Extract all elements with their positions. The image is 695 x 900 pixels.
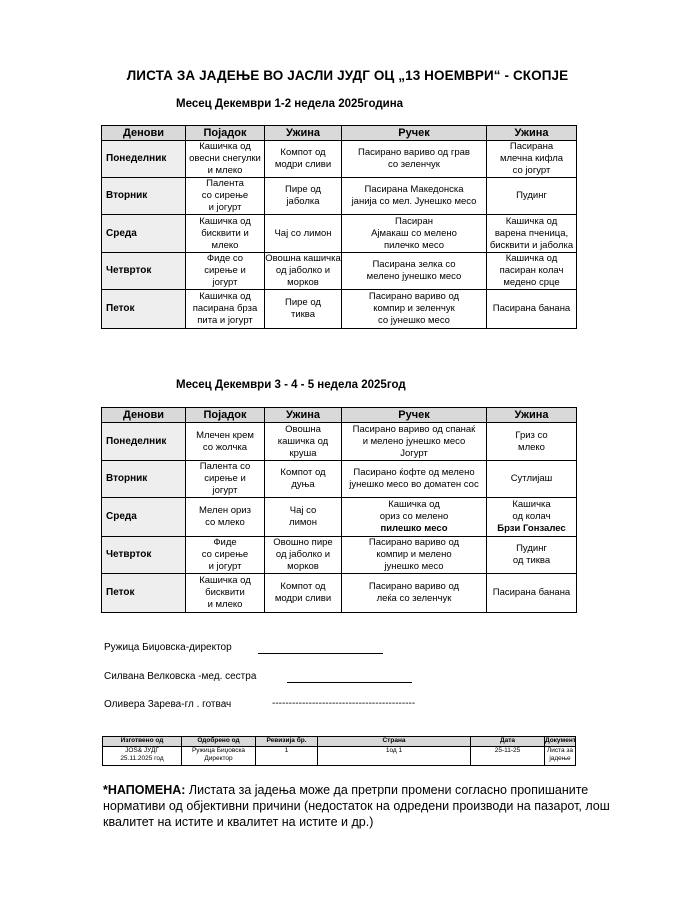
- cell-line: од јаболко и: [275, 549, 331, 560]
- cell-line: Пасирана банана: [492, 303, 571, 314]
- cell-line: со млеко: [205, 517, 245, 528]
- snack-cell: [265, 423, 342, 461]
- table-row: [102, 215, 577, 253]
- ctl-document-value: Листа за јадење: [545, 747, 576, 766]
- cell-line: морков: [287, 277, 319, 288]
- cell-line: сирење и: [204, 473, 246, 484]
- cell-line: со сирење: [201, 190, 249, 201]
- snack-cell: [487, 141, 577, 178]
- cell-line: Фиде со: [206, 253, 244, 264]
- ctl-header-prepared: Изготвено од: [103, 737, 182, 747]
- ctl-page-value: 1од 1: [318, 747, 471, 766]
- cell-line: Пасирана: [509, 141, 554, 152]
- cell-line: Кашичка од: [505, 215, 558, 227]
- cell-line: Чај со: [289, 505, 317, 516]
- cell-line: јанија со мел. Јунешко месо: [351, 196, 477, 207]
- cell-line: Млечен крем: [196, 429, 254, 441]
- cell-line: Компот од: [280, 581, 326, 592]
- day-cell: Вторник: [102, 178, 186, 215]
- cell-line: Кашичка: [512, 499, 551, 510]
- cell-line: Фиде: [213, 537, 237, 548]
- lunch-cell: [342, 141, 487, 178]
- cell-line: Пасиран: [395, 215, 433, 227]
- lunch-cell: [342, 290, 487, 329]
- cell-line: Брзи Гонзалес: [497, 523, 566, 534]
- ctl-header-page: Страна: [318, 737, 471, 747]
- cell-line: леќа со зеленчук: [376, 593, 452, 604]
- table-row: [102, 423, 577, 461]
- ctl-revision-value: 1: [256, 747, 318, 766]
- cell-line: Палента: [206, 178, 244, 189]
- cell-line: Сутлијаш: [510, 473, 553, 484]
- snack-cell: [487, 423, 577, 461]
- cell-line: Овошна: [285, 423, 321, 435]
- header-days: Денови: [102, 408, 186, 423]
- snack-cell: [487, 253, 577, 290]
- snack-cell: [487, 461, 577, 498]
- cell-line: Пире од: [285, 184, 321, 195]
- section1-subtitle: Месец Декември 1-2 недела 2025година: [176, 98, 404, 110]
- breakfast-cell: [186, 537, 265, 574]
- cell-line: бисквити: [205, 587, 245, 598]
- lunch-cell: [342, 178, 487, 215]
- cell-line: пита и јогурт: [197, 315, 253, 326]
- cell-line: јогурт: [212, 485, 238, 496]
- snack-cell: [487, 178, 577, 215]
- day-cell: Понеделник: [102, 423, 186, 461]
- header-snack: Ужина: [487, 408, 577, 423]
- cell-line: Кашичка од: [199, 291, 251, 302]
- cell-line: Чај со лимон: [274, 227, 332, 239]
- cell-line: јогурт: [212, 277, 238, 288]
- cell-line: со јогурт: [512, 165, 551, 176]
- cell-line: лимон: [289, 517, 317, 528]
- footnote-text: Листата за јадења може да претрпи промени согласно пропишаните нормативи од објективни причини (недостаток на одредени производи на пазарот, лош квалитет на истите и квалитет на истите и др.): [103, 783, 610, 829]
- table-row: [102, 253, 577, 290]
- cell-line: Компот од: [280, 147, 326, 158]
- snack-cell: [265, 141, 342, 178]
- cell-line: јаболка: [286, 196, 320, 207]
- cell-line: Пире од: [285, 297, 321, 308]
- cell-line: дуња: [291, 479, 315, 490]
- breakfast-cell: [186, 141, 265, 178]
- cell-line: овесни снегулки: [189, 153, 261, 164]
- cell-line: тиква: [290, 309, 316, 320]
- table-row: [102, 141, 577, 178]
- table-row: [102, 498, 577, 537]
- lunch-cell: [342, 253, 487, 290]
- day-cell: Четврток: [102, 537, 186, 574]
- snack-cell: [487, 574, 577, 613]
- lunch-cell: [342, 498, 487, 537]
- cell-line: Кашичка од: [199, 215, 251, 227]
- cell-line: млеко: [211, 239, 239, 251]
- footnote: [103, 782, 633, 830]
- cell-line: и јогурт: [208, 561, 242, 572]
- breakfast-cell: [186, 574, 265, 613]
- header-snack: Ужина: [265, 126, 342, 141]
- table-header-row: [102, 126, 577, 141]
- snack-cell: [265, 461, 342, 498]
- snack-cell: [265, 574, 342, 613]
- header-snack: Ужина: [487, 126, 577, 141]
- menu-table-weeks-3-5: [101, 407, 577, 613]
- signature-director: Ружица Биџовска-директор: [104, 642, 232, 653]
- signature-line: [287, 682, 412, 683]
- lunch-cell: [342, 215, 487, 253]
- cell-line: со сирење: [201, 549, 249, 560]
- cell-line: Пасирано ќофте од мелено: [353, 467, 475, 478]
- cell-line: компир и мелено: [376, 549, 452, 560]
- cell-line: Пасирано вариво од грав: [358, 147, 470, 158]
- cell-line: и јогурт: [208, 202, 242, 213]
- lunch-cell: [342, 461, 487, 498]
- cell-line: Јогурт: [400, 447, 428, 459]
- ctl-header-approved: Одобрено од: [182, 737, 256, 747]
- cell-line: Компот од: [280, 467, 326, 478]
- breakfast-cell: [186, 498, 265, 537]
- cell-line: со жолчка: [202, 441, 248, 453]
- breakfast-cell: [186, 461, 265, 498]
- header-breakfast: Појадок: [186, 408, 265, 423]
- signature-nurse: Силвана Велковска -мед. сестра: [104, 671, 257, 682]
- day-cell: Среда: [102, 215, 186, 253]
- cell-line: Пудинг: [516, 190, 547, 201]
- cell-line: Кашичка од: [505, 253, 558, 264]
- cell-line: Палента со: [199, 461, 251, 472]
- page-title: ЛИСТА ЗА ЈАДЕЊЕ ВО ЈАСЛИ ЈУДГ ОЦ „13 НОЕМВРИ“ - СКОПЈЕ: [126, 68, 569, 83]
- cell-line: пасиран колач: [499, 265, 564, 276]
- snack-cell: [265, 290, 342, 329]
- snack-cell: [487, 498, 577, 537]
- signature-line: [258, 653, 383, 654]
- cell-line: и мелено јунешко месо: [362, 435, 466, 447]
- cell-line: кашичка од: [277, 435, 329, 447]
- header-breakfast: Појадок: [186, 126, 265, 141]
- cell-line: со зеленчук: [388, 159, 440, 170]
- header-days: Денови: [102, 126, 186, 141]
- cell-line: компир и зеленчук: [373, 303, 455, 314]
- cell-line: пасирана брза: [192, 303, 258, 314]
- cell-line: од јаболко и: [275, 265, 331, 276]
- breakfast-cell: [186, 215, 265, 253]
- ctl-date-value: 25-11-25: [471, 747, 545, 766]
- cell-line: Пасирано вариво од: [368, 537, 460, 548]
- section2-subtitle: Месец Декември 3 - 4 - 5 недела 2025год: [176, 379, 406, 391]
- cell-line: морков: [287, 561, 319, 572]
- cell-line: сирење и: [204, 265, 246, 276]
- header-lunch: Ручек: [342, 408, 487, 423]
- table-header-row: [102, 408, 577, 423]
- snack-cell: [265, 215, 342, 253]
- snack-cell: [487, 290, 577, 329]
- signature-cook: Оливера Зарева-гл . готвач: [104, 699, 232, 710]
- cell-line: мелено јунешко месо: [366, 271, 462, 282]
- cell-line: Кашичка од: [388, 499, 440, 510]
- table-row: [102, 178, 577, 215]
- snack-cell: [265, 253, 342, 290]
- snack-cell: [265, 178, 342, 215]
- cell-line: млечна кифла: [499, 153, 564, 164]
- breakfast-cell: [186, 178, 265, 215]
- cell-line: јунешко месо: [384, 561, 444, 572]
- cell-line: бисквити и јаболка: [489, 239, 574, 251]
- cell-line: пилечко месо: [383, 239, 445, 251]
- ctl-header-date: Дата: [471, 737, 545, 747]
- cell-line: Пудинг: [516, 543, 547, 554]
- document-control-table: [102, 736, 576, 766]
- day-cell: Петок: [102, 574, 186, 613]
- cell-line: модри сливи: [274, 159, 332, 170]
- cell-line: Овошно пире: [273, 537, 333, 548]
- table-row: [102, 574, 577, 613]
- header-snack: Ужина: [265, 408, 342, 423]
- ctl-header-document: Документ: [545, 737, 576, 747]
- day-cell: Понеделник: [102, 141, 186, 178]
- cell-line: Пасирано вариво од спанаќ: [352, 423, 476, 435]
- breakfast-cell: [186, 423, 265, 461]
- cell-line: Пасирано вариво од: [368, 291, 460, 302]
- snack-cell: [265, 498, 342, 537]
- cell-line: Кашичка од: [199, 141, 251, 152]
- ctl-prepared-value: ЈОЅ& ЈУДГ 25.11.2025 год: [103, 747, 182, 766]
- cell-line: и млеко: [207, 165, 243, 176]
- cell-line: варена пченица,: [494, 227, 569, 239]
- cell-line: Гриз со: [515, 429, 548, 441]
- lunch-cell: [342, 537, 487, 574]
- cell-line: Пасирана Македонска: [364, 184, 464, 195]
- breakfast-cell: [186, 253, 265, 290]
- cell-line: од тиква: [512, 555, 551, 566]
- cell-line: пилешко месо: [380, 523, 448, 534]
- signature-dash-line: -------------------------------------------: [272, 698, 416, 709]
- snack-cell: [487, 537, 577, 574]
- day-cell: Петок: [102, 290, 186, 329]
- table-row: [102, 537, 577, 574]
- cell-line: млеко: [518, 441, 545, 453]
- cell-line: и млеко: [207, 599, 243, 610]
- cell-line: Мелен ориз: [199, 505, 251, 516]
- lunch-cell: [342, 423, 487, 461]
- cell-line: од колач: [512, 511, 551, 522]
- cell-line: ориз со мелено: [379, 511, 449, 522]
- table-row: [102, 461, 577, 498]
- breakfast-cell: [186, 290, 265, 329]
- cell-line: јунешко месо во доматен сос: [349, 479, 479, 490]
- cell-line: Овошна кашичка: [265, 253, 341, 264]
- day-cell: Среда: [102, 498, 186, 537]
- cell-line: медено срце: [503, 277, 560, 288]
- cell-line: круша: [289, 447, 317, 459]
- cell-line: Пасирана банана: [492, 587, 571, 598]
- cell-line: Ајмакаш со мелено: [371, 227, 457, 239]
- snack-cell: [487, 215, 577, 253]
- header-lunch: Ручек: [342, 126, 487, 141]
- cell-line: Пасирана зелка со: [372, 259, 456, 270]
- table-row: [102, 290, 577, 329]
- lunch-cell: [342, 574, 487, 613]
- snack-cell: [265, 537, 342, 574]
- menu-table-weeks-1-2: [101, 125, 577, 329]
- day-cell: Четврток: [102, 253, 186, 290]
- ctl-header-revision: Ревизија бр.: [256, 737, 318, 747]
- footnote-label: *НАПОМЕНА:: [103, 783, 186, 797]
- cell-line: модри сливи: [274, 593, 332, 604]
- cell-line: со јунешко месо: [378, 315, 450, 326]
- cell-line: бисквити и: [201, 227, 249, 239]
- ctl-approved-value: Ружица Биџовска Директор: [182, 747, 256, 766]
- cell-line: Пасирано вариво од: [368, 581, 460, 592]
- day-cell: Вторник: [102, 461, 186, 498]
- cell-line: Кашичка од: [199, 575, 251, 586]
